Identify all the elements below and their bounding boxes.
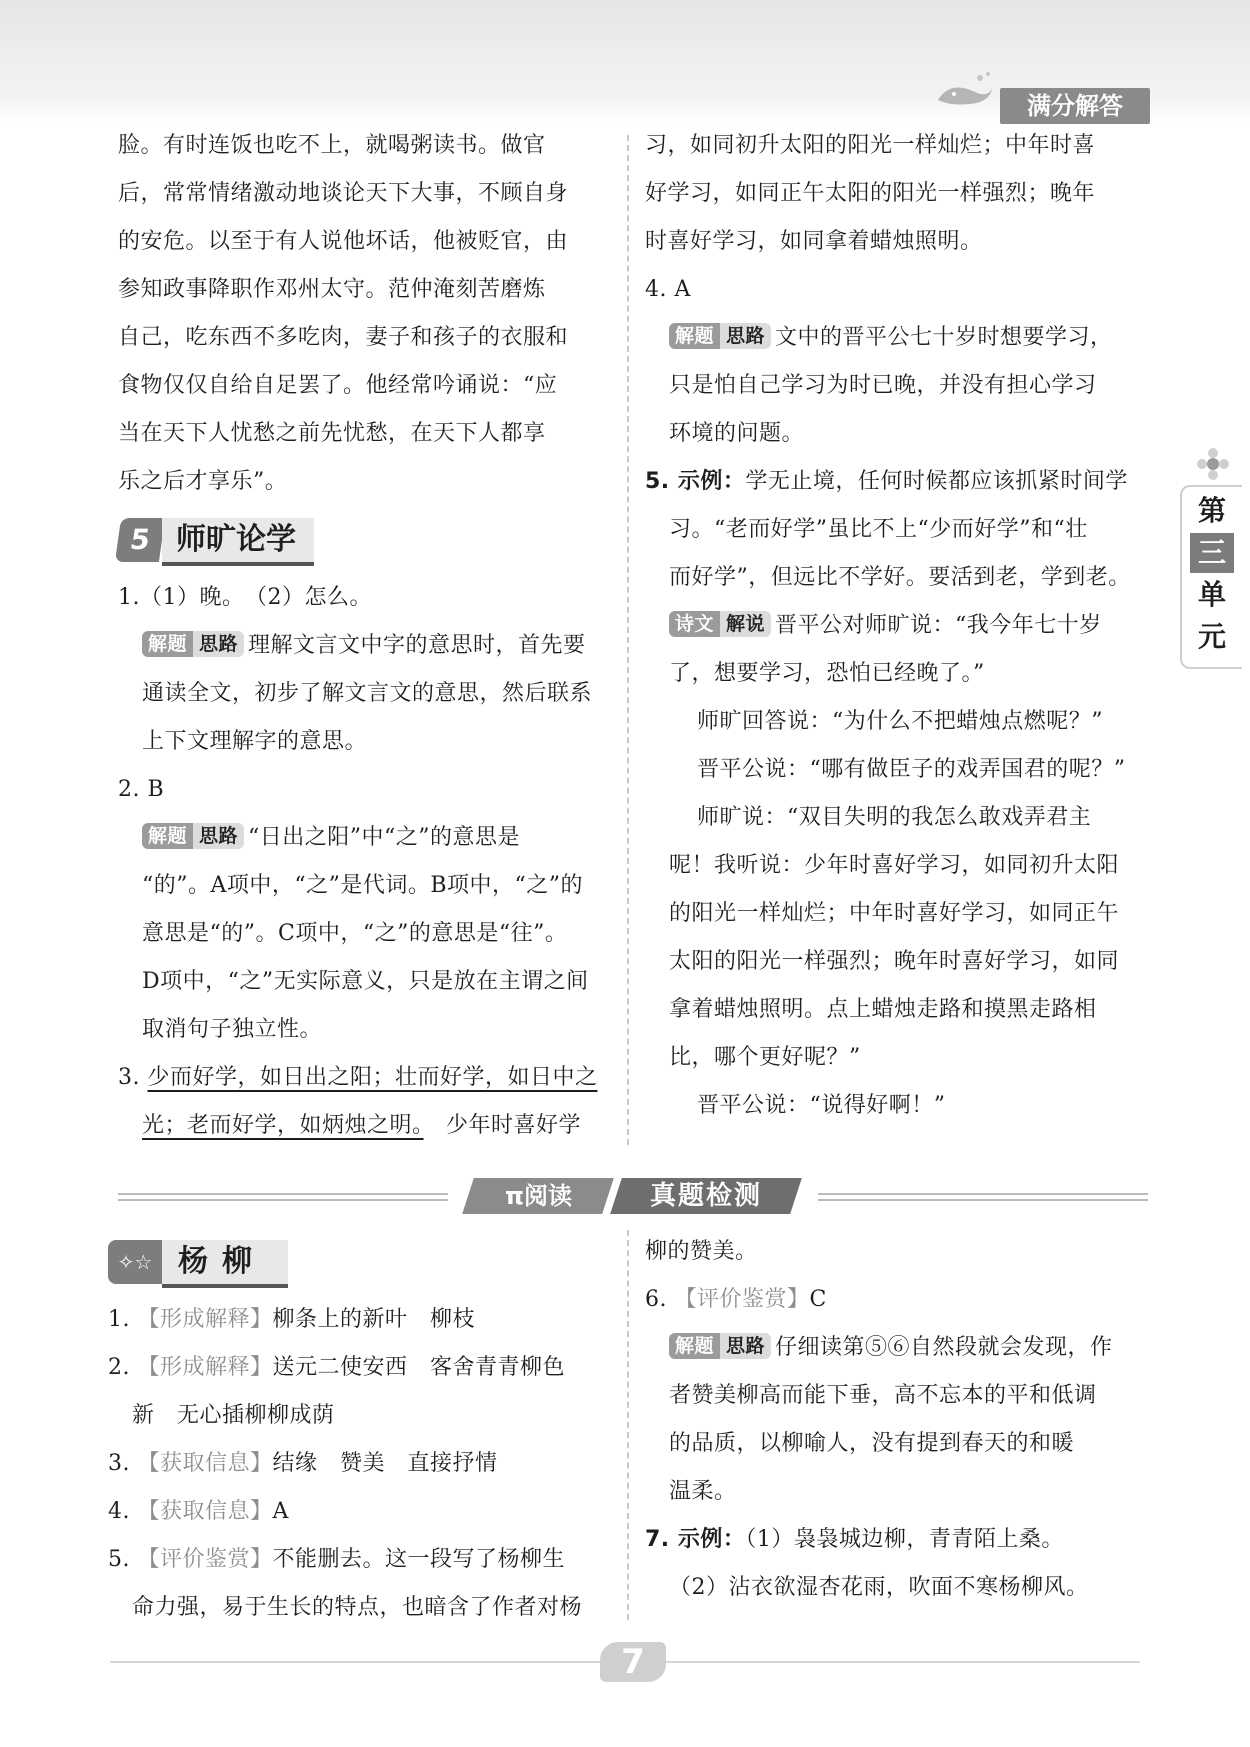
answer-q3: 3. 少而好学，如日出之阳；壮而好学，如日中之 [118, 1065, 598, 1090]
stars-icon: ✧☆ [108, 1240, 162, 1284]
answer-q2: 2. B [118, 777, 165, 802]
side-tab-char: 第 [1197, 494, 1226, 527]
header-title: 满分解答 [1000, 88, 1150, 124]
translation-line: 的阳光一样灿烂；中年时喜好学习，如同正午 [669, 901, 1120, 926]
answer-q7: 7. 示例：（1）袅袅城边柳，青青陌上桑。 [645, 1527, 1064, 1552]
page-number: 7 [600, 1642, 666, 1682]
analysis-tag: 解题 思路 [142, 823, 244, 849]
side-tab-char: 三 [1190, 533, 1234, 573]
answer-item: 新 无心插柳柳成荫 [132, 1403, 335, 1428]
section-title: 杨柳 [162, 1240, 288, 1288]
translation-line: 晋平公说：“哪有做臣子的戏弄国君的呢？” [697, 757, 1126, 782]
text-line: 自己，吃东西不多吃肉，妻子和孩子的衣服和 [118, 325, 569, 350]
text-line: 好学习，如同正午太阳的阳光一样强烈；晚年 [645, 181, 1096, 206]
analysis-line: 意思是“的”。C项中，“之”的意思是“往”。 [142, 921, 568, 946]
analysis-line: 解题 思路 仔细读第⑤⑥自然段就会发现，作 [645, 1324, 1155, 1372]
answer-q3-cont: 光；老而好学，如炳烛之明。 少年时喜好学 [142, 1113, 582, 1138]
translation-tag: 诗文 解说 [669, 611, 771, 637]
left-column-top [118, 122, 618, 1150]
analysis-line: 取消句子独立性。 [142, 1017, 323, 1042]
analysis-line: 解题 思路 “日出之阳”中“之”的意思是 [118, 814, 618, 862]
flower-decoration-icon [1196, 447, 1230, 481]
answer-item: 1. 【形成解释】柳条上的新叶 柳枝 [108, 1307, 476, 1332]
text-line: 习，如同初升太阳的阳光一样灿烂；中年时喜 [645, 133, 1096, 158]
text-line: 当在天下人忧愁之前先忧愁，在天下人都享 [118, 421, 546, 446]
answer-line: 习。“老而好学”虽比不上“少而好学”和“壮 [669, 517, 1088, 542]
section-title: 师旷论学 [162, 518, 314, 566]
text-line: 食物仅仅自给自足罢了。他经常吟诵说：“应 [118, 373, 558, 398]
unit-side-tab [1180, 485, 1242, 669]
whale-decoration-icon [930, 70, 1000, 110]
text-line: 时喜好学习，如同拿着蜡烛照明。 [645, 229, 983, 254]
answer-q1: 1.（1）晚。 （2）怎么。 [118, 585, 372, 610]
translation-line: 晋平公说：“说得好啊！” [697, 1093, 946, 1118]
text-line: 参知政事降职作邓州太守。范仲淹刻苦磨炼 [118, 277, 546, 302]
translation-line: 诗文 解说 晋平公对师旷说：“我今年七十岁 [645, 602, 1155, 650]
translation-line: 了，想要学习，恐怕已经晚了。” [669, 661, 985, 686]
translation-line: 拿着蜡烛照明。点上蜡烛走路和摸黑走路相 [669, 997, 1097, 1022]
analysis-line: 只是怕自己学习为时已晚，并没有担心学习 [669, 373, 1097, 398]
analysis-tag: 解题 思路 [142, 631, 244, 657]
translation-line: 师旷说：“双目失明的我怎么敢戏弄君主 [697, 805, 1092, 830]
text-line: 后，常常情绪激动地谈论天下大事，不顾自身 [118, 181, 569, 206]
analysis-line: 环境的问题。 [669, 421, 805, 446]
answer-line: （2）沾衣欲湿杏花雨，吹面不寒杨柳风。 [669, 1575, 1089, 1600]
analysis-line: 解题 思路 理解文言文中字的意思时，首先要 [118, 622, 618, 670]
analysis-tag: 解题 思路 [669, 1333, 771, 1359]
side-tab-char: 单 [1197, 578, 1226, 611]
right-column-bottom [645, 1228, 1155, 1612]
text-line: 乐之后才享乐”。 [118, 469, 288, 494]
analysis-line: 上下文理解字的意思。 [142, 729, 368, 754]
answer-item: 4. 【获取信息】A [108, 1499, 289, 1524]
answer-q5: 5. 示例：学无止境，任何时候都应该抓紧时间学 [645, 469, 1128, 494]
text-line: 脸。有时连饭也吃不上，就喝粥读书。做官 [118, 133, 546, 158]
section-number: 5 [115, 518, 165, 562]
analysis-tag: 解题 思路 [669, 323, 771, 349]
section-banner [118, 1176, 1148, 1216]
translation-line: 呢！我听说：少年时喜好学习，如同初升太阳 [669, 853, 1120, 878]
answer-item: 5. 【评价鉴赏】不能删去。这一段写了杨柳生 [108, 1547, 566, 1572]
text-line: 柳的赞美。 [645, 1239, 758, 1264]
answer-item: 命力强，易于生长的特点，也暗含了作者对杨 [132, 1595, 583, 1620]
banner-rule [818, 1193, 1148, 1201]
translation-line: 比，哪个更好呢？” [669, 1045, 861, 1070]
right-column-top [645, 122, 1155, 1130]
analysis-line: 的品质，以柳喻人，没有提到春天的和暖 [669, 1431, 1075, 1456]
translation-line: 师旷回答说：“为什么不把蜡烛点燃呢？” [697, 709, 1103, 734]
column-divider-bottom [627, 1230, 629, 1620]
analysis-line: 解题 思路 文中的晋平公七十岁时想要学习， [645, 314, 1155, 362]
analysis-line: 通读全文，初步了解文言文的意思，然后联系 [142, 681, 593, 706]
column-divider [627, 135, 629, 1145]
side-tab-char: 元 [1197, 620, 1226, 653]
answer-q6: 6. 【评价鉴赏】C [645, 1287, 827, 1312]
section-heading [108, 1234, 618, 1294]
banner-right-label: 真题检测 [610, 1178, 802, 1214]
banner-left-label: π阅读 [462, 1178, 614, 1214]
section-heading [118, 512, 618, 572]
analysis-line: D项中，“之”无实际意义，只是放在主谓之间 [142, 969, 589, 994]
analysis-line: “的”。A项中，“之”是代词。B项中，“之”的 [142, 873, 584, 898]
banner-rule [118, 1193, 448, 1201]
translation-line: 太阳的阳光一样强烈；晚年时喜好学习，如同 [669, 949, 1120, 974]
answer-line: 而好学”，但远比不学好。要活到老，学到老。 [669, 565, 1131, 590]
text-line: 的安危。以至于有人说他坏话，他被贬官，由 [118, 229, 569, 254]
answer-item: 3. 【获取信息】结缘 赞美 直接抒情 [108, 1451, 498, 1476]
left-column-bottom [108, 1228, 618, 1632]
analysis-line: 者赞美柳高而能下垂，高不忘本的平和低调 [669, 1383, 1097, 1408]
analysis-line: 温柔。 [669, 1479, 737, 1504]
answer-item: 2. 【形成解释】送元二使安西 客舍青青柳色 [108, 1355, 566, 1380]
banner-box [448, 1176, 818, 1216]
answer-q4: 4. A [645, 277, 691, 302]
